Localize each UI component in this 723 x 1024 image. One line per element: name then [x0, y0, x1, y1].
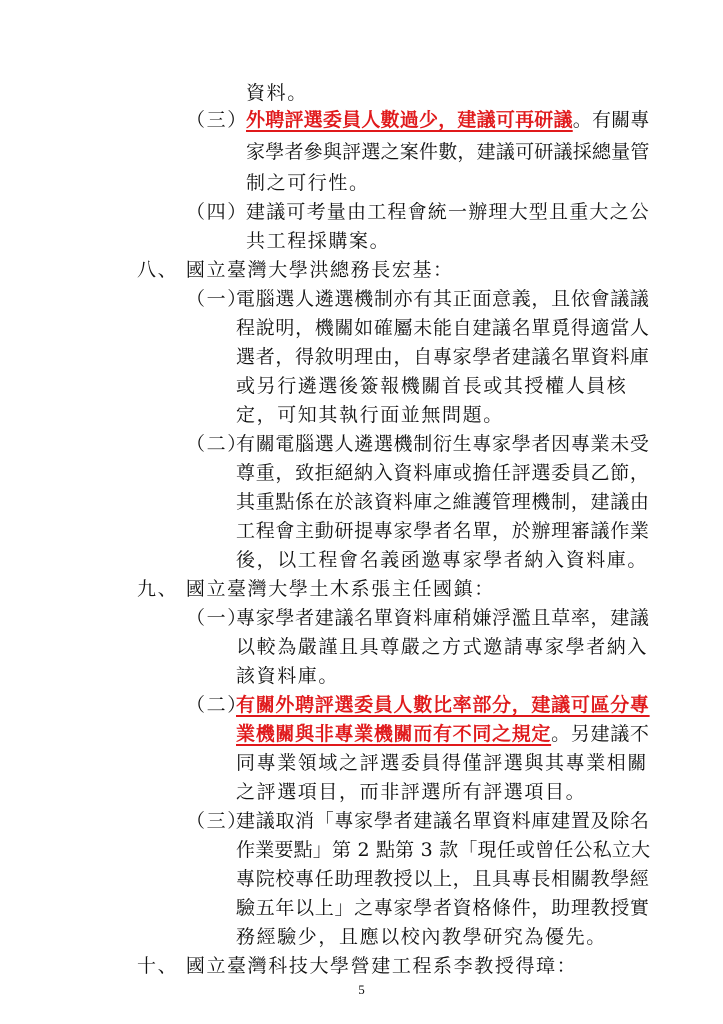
text-line: 同專業領域之評選委員得僅評選與其專業相關	[236, 752, 649, 774]
section-heading: 十、 國立臺灣科技大學營建工程系李教授得璋：	[137, 955, 578, 977]
text-line: 資料。	[246, 82, 308, 104]
text-line: 建議可考量由工程會統一辦理大型且重大之公	[246, 201, 651, 223]
text-line	[236, 692, 650, 718]
text-line	[246, 107, 650, 133]
item-number: （四）	[186, 201, 248, 223]
text-line: 之評選項目，而非評選所有評選項目。	[236, 781, 587, 803]
text-line: 電腦選人遴選機制亦有其正面意義，且依會議議	[236, 288, 650, 310]
text-line: 專院校專任助理教授以上，且具專長相關教學經	[236, 868, 650, 890]
section-heading: 八、 國立臺灣大學洪總務長宏基：	[137, 259, 454, 281]
text-line: 有關電腦選人遴選機制衍生專家學者因專業未受	[236, 433, 650, 455]
page-number: 5	[358, 982, 365, 997]
text-line: 制之可行性。	[246, 172, 370, 194]
text-line: 尊重，致拒絕納入資料庫或擔任評選委員乙節，	[236, 462, 650, 484]
item-number: （三）	[186, 109, 248, 131]
text-line: 共工程採購案。	[246, 230, 391, 252]
text-line: 工程會主動研提專家學者名單，於辦理審議作業	[236, 520, 650, 542]
highlighted-text: 有關外聘評選委員人數比率部分，建議可區分專	[236, 694, 650, 716]
text-line: 程說明，機關如確屬未能自建議名單覓得適當人	[236, 317, 650, 339]
item-number: （二）	[186, 694, 248, 716]
text-line: 作業要點」第 2 點第 3 款「現任或曾任公私立大	[236, 839, 651, 861]
item-number: （三）	[186, 810, 248, 832]
text-line: 專家學者建議名單資料庫稍嫌浮濫且草率，建議	[236, 607, 650, 629]
text-line: 或另行遴選後簽報機關首長或其授權人員核	[236, 375, 628, 397]
text-line: 務經驗少，且應以校內教學研究為優先。	[236, 926, 607, 948]
text-line	[236, 721, 650, 747]
text-line: 定，可知其執行面並無問題。	[236, 404, 504, 426]
text-line: 建議取消「專家學者建議名單資料庫建置及除名	[236, 810, 650, 832]
text-span: 。有關專	[572, 109, 650, 131]
text-line: 選者，得敘明理由，自專家學者建議名單資料庫	[236, 346, 650, 368]
section-heading: 九、 國立臺灣大學土木系張主任國鎮：	[137, 578, 495, 600]
highlighted-text: 外聘評選委員人數過少，建議可再研議	[246, 109, 573, 131]
text-line: 後，以工程會名義函邀專家學者納入資料庫。	[236, 549, 649, 571]
text-span: 。另建議不	[551, 723, 650, 745]
text-line: 其重點係在於該資料庫之維護管理機制，建議由	[236, 491, 650, 513]
item-number: （一）	[186, 607, 248, 629]
item-number: （二）	[186, 433, 248, 455]
text-line: 家學者參與評選之案件數，建議可研議採總量管	[246, 141, 650, 163]
item-number: （一）	[186, 288, 248, 310]
text-line: 該資料庫。	[236, 665, 340, 687]
text-line: 驗五年以上」之專家學者資格條件，助理教授實	[236, 897, 650, 919]
text-line: 以較為嚴謹且具尊嚴之方式邀請專家學者納入	[236, 636, 649, 658]
highlighted-text: 業機關與非專業機關而有不同之規定	[236, 723, 552, 745]
